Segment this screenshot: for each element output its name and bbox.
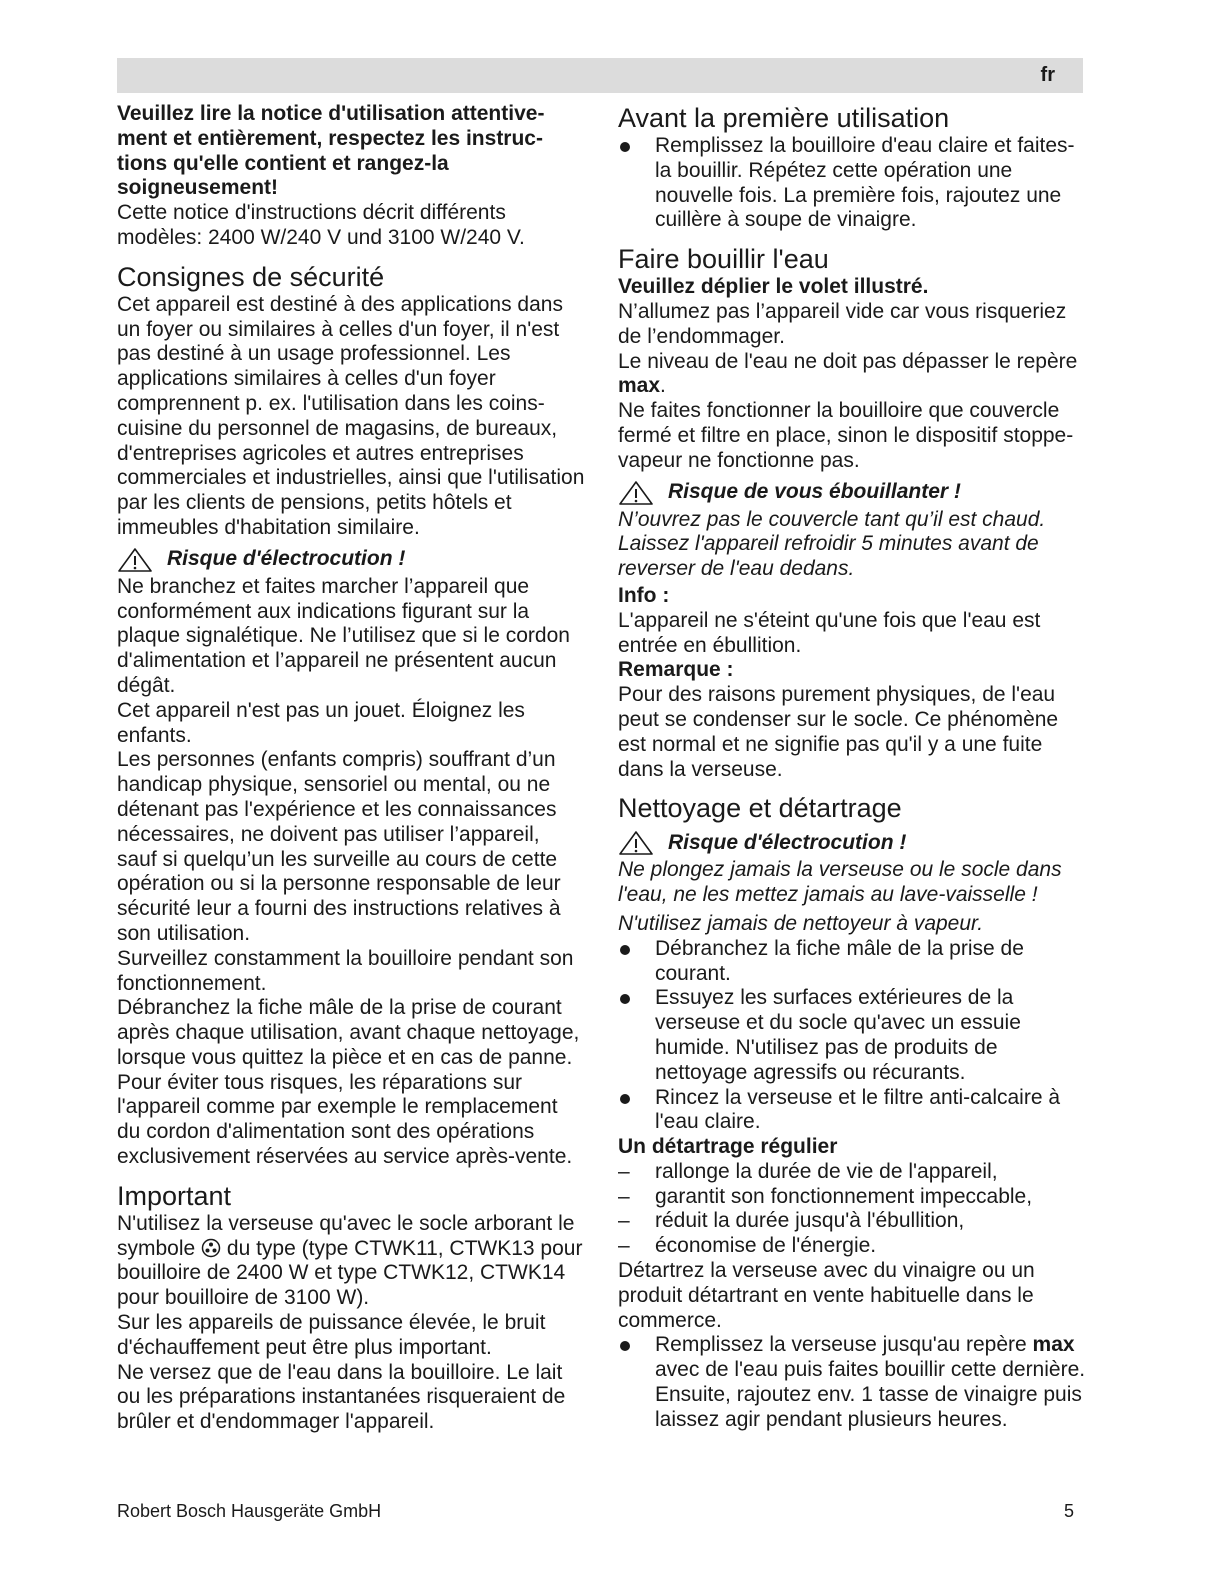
warning-electrocution (618, 830, 1086, 856)
footer-company: Robert Bosch Hausgeräte GmbH (117, 1501, 382, 1521)
important-heading: Important (117, 1180, 232, 1211)
warning-triangle-icon (618, 830, 654, 856)
list-item: – économise de l'énergie. (618, 1234, 1086, 1259)
scald-text: N’ouvrez pas le couvercle tant qu’il est chaud. Laissez l'appareil refroidir 5 minutes avant de reverser de l'eau dedans. (618, 507, 1046, 581)
safety-paragraph: Surveillez constamment la bouilloire pendant son fonctionnement. (117, 946, 574, 995)
warning-label: Risque de vous ébouillanter ! (668, 480, 961, 504)
language-code: fr (1040, 64, 1055, 86)
important-text-a: N'utilisez la verseuse qu'avec le socle arborant le symbole (117, 1211, 575, 1260)
safety-paragraph: Pour éviter tous risques, les réparations sur l'appareil comme par exemple le remplacement du cordon d'alimentation sont des opérations exclusivement réservées au service après-vente. (117, 1070, 573, 1169)
boil-paragraph (618, 350, 1086, 400)
first-use-list (618, 134, 1086, 233)
intro-text: Cette notice d'instructions décrit différents modèles: 2400 W/240 V und 3100 W/240 V. (117, 201, 525, 249)
list-item: – garantit son fonctionnement impeccable, (618, 1185, 1086, 1210)
warning-scald (618, 480, 1086, 506)
safety-paragraph: Cet appareil n'est pas un jouet. Éloignez les enfants. (117, 698, 525, 747)
descale-list (618, 1160, 1086, 1259)
info-label: Info : (618, 583, 670, 607)
info-text: L'appareil ne s'éteint qu'une fois que l'eau est entrée en ébullition. (618, 608, 1041, 657)
list-item: Essuyez les surfaces extérieures de la verseuse et du socle qu'avec un essuie humide. N'utilisez pas de produits de nettoyage agressifs ou récurants. (618, 986, 1086, 1085)
boil-subheading: Veuillez déplier le volet illustré. (618, 275, 929, 299)
boil-paragraph: Ne faites fonctionner la bouilloire que couvercle fermé et filtre en place, sinon le dispositif stoppe-vapeur ne fonctionne pas. (618, 399, 1074, 472)
warning-label: Risque d'électrocution ! (668, 830, 907, 854)
descale-text: Détartrez la verseuse avec du vinaigre ou un produit détartrant en vente habituelle dans le commerce. (618, 1259, 1035, 1332)
important-paragraph: Sur les appareils de puissance élevée, le bruit d'échauffement peut être plus important. (117, 1311, 546, 1359)
step-text-b: avec de l'eau puis faites bouillir cette dernière. Ensuite, rajoutez env. 1 tasse de vinaigre puis laissez agir pendant plusieurs heures. (655, 1358, 1086, 1431)
important-text-b: du type (type CTWK11, CTWK13 pour bouilloire de 2400 W et type CTWK12, CTWK14 pour bouilloire de 3100 W). (117, 1236, 583, 1310)
boil-heading: Faire bouillir l'eau (618, 244, 829, 275)
warning-electrocution (117, 547, 585, 573)
list-item: Débranchez la fiche mâle de la prise de courant. (618, 937, 1086, 987)
list-item: – réduit la durée jusqu'à l'ébullition, (618, 1209, 1086, 1234)
clean-warning-text: N'utilisez jamais de nettoyeur à vapeur. (618, 911, 984, 935)
left-column (117, 102, 585, 1435)
safety-text: Cet appareil est destiné à des applications dans un foyer ou similaires à celles d'un foyer, il n'est pas destiné à un usage professionnel. Les applications similaires à celles d'un foyer comprennent p. ex. l'utilisation dans les coins-cuisine du personnel de magasins, de bureaux, d'entreprises agricoles et autres entreprises commerciales et industrielles, ainsi que l'utilisation par les clients de pensions, petits hôtels et immeubles d'habitation similaire. (117, 292, 585, 539)
step-text-a: Remplissez la verseuse jusqu'au repère (655, 1333, 1027, 1357)
intro-bold: Veuillez lire la notice d'utilisation attentivement et entièrement, respectez les instructions qu'elle contient et rangez-la soigneusement! (117, 102, 545, 200)
warning-label: Risque d'électrocution ! (167, 547, 406, 571)
list-item (618, 1333, 1086, 1432)
remark-label: Remarque : (618, 658, 734, 682)
safety-paragraph: Ne branchez et faites marcher l’appareil que conformément aux indications figurant sur la plaque signalétique. Ne l’utilisez que si le cordon d'alimentation et l’appareil ne présentent aucun dégât. (117, 574, 570, 697)
right-column (618, 102, 1086, 1433)
safety-heading: Consignes de sécurité (117, 261, 385, 292)
list-item: Remplissez la bouilloire d'eau claire et faites-la bouillir. Répétez cette opération une nouvelle fois. La première fois, rajoutez une cuillère à soupe de vinaigre. (618, 134, 1086, 233)
boil-text: Le niveau de l'eau ne doit pas dépasser le repère (618, 349, 1078, 373)
safety-paragraph: Les personnes (enfants compris) souffrant d’un handicap physique, sensoriel ou mental, ou ne détenant pas l'expérience et les connaissances nécessaires, ne doivent pas utiliser l’appareil, sauf si quelqu’un les surveille au cours de cette opération ou si la personne responsable de leur sécurité leur a fourni des instructions relatives à son utilisation. (117, 748, 561, 945)
max-label: max (1032, 1333, 1075, 1357)
first-use-heading: Avant la première utilisation (618, 103, 950, 133)
remark-text: Pour des raisons purement physiques, de l'eau peut se condenser sur le socle. Ce phénomène est normal et ne signifie pas qu'il y a une fuite dans la verseuse. (618, 683, 1059, 781)
clean-list (618, 937, 1086, 1135)
list-item: Rincez la verseuse et le filtre anti-calcaire à l'eau claire. (618, 1086, 1086, 1136)
descale-subheading: Un détartrage régulier (618, 1135, 838, 1159)
descale-steps (618, 1333, 1086, 1432)
important-paragraph (117, 1212, 585, 1311)
language-header-bar (117, 58, 1083, 93)
max-label: max (618, 374, 661, 398)
warning-triangle-icon (618, 480, 654, 506)
clean-warning-text: Ne plongez jamais la verseuse ou le socle dans l'eau, ne les mettez jamais au lave-vaisselle ! (618, 858, 1062, 907)
boil-text-end: . (660, 374, 666, 398)
boil-paragraph: N’allumez pas l’appareil vide car vous risqueriez de l’endommager. (618, 299, 1067, 348)
important-paragraph: Ne versez que de l'eau dans la bouilloire. Le lait ou les préparations instantanées risqueraient de brûler et d'endommager l'appareil. (117, 1360, 566, 1434)
base-symbol-icon (201, 1238, 221, 1258)
page-number: 5 (1063, 1501, 1074, 1521)
safety-paragraph: Débranchez la fiche mâle de la prise de courant après chaque utilisation, avant chaque nettoyage, lorsque vous quittez la pièce et en cas de panne. (117, 996, 580, 1069)
warning-triangle-icon (117, 547, 153, 573)
clean-heading: Nettoyage et détartrage (618, 793, 902, 824)
list-item: – rallonge la durée de vie de l'appareil, (618, 1160, 1086, 1185)
